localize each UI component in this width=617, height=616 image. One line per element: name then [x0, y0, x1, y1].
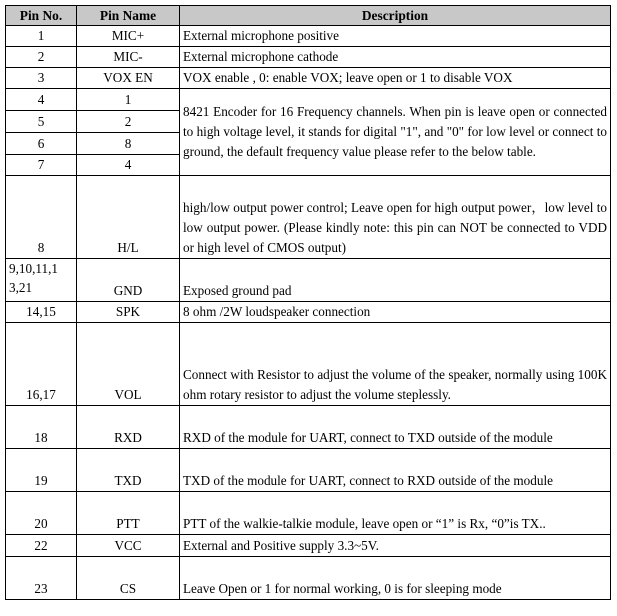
pin-name-cell: 2 [77, 111, 180, 133]
pin-no-cell: 22 [6, 535, 77, 557]
pin-no-cell [6, 259, 77, 302]
pin-no-cell: 8 [6, 176, 77, 259]
pin-no-cell: 4 [6, 89, 77, 111]
table-row [6, 47, 611, 68]
table-row [6, 176, 611, 259]
pin-no-line-1: 9,10,11,1 [9, 261, 58, 276]
description-cell: External and Positive supply 3.3~5V. [180, 535, 611, 557]
pin-name-cell: MIC- [77, 47, 180, 68]
pin-name-cell: RXD [77, 406, 180, 449]
pin-name-cell: GND [77, 259, 180, 302]
pin-name-cell: 1 [77, 89, 180, 111]
encoder-description-cell: 8421 Encoder for 16 Frequency channels. When pin is leave open or connected to high voltage level, it stands for digital "1", and "0" for low level or connect to ground, the default frequency value please refer to the below table. [180, 89, 611, 176]
table-row [6, 406, 611, 449]
pin-no-cell: 3 [6, 68, 77, 89]
table-row [6, 68, 611, 89]
table-row [6, 557, 611, 600]
pin-no-cell: 2 [6, 47, 77, 68]
table-row [6, 323, 611, 406]
pin-name-cell: TXD [77, 449, 180, 492]
table-row [6, 449, 611, 492]
pin-name-cell: PTT [77, 492, 180, 535]
table-row [6, 492, 611, 535]
pin-no-cell: 1 [6, 26, 77, 47]
pin-name-cell: VOL [77, 323, 180, 406]
description-cell: VOX enable , 0: enable VOX; leave open or 1 to disable VOX [180, 68, 611, 89]
header-description: Description [180, 6, 611, 26]
header-pin-name: Pin Name [77, 6, 180, 26]
table-header-row [6, 6, 611, 26]
pin-no-line-2: 3,21 [9, 280, 33, 295]
description-cell: Leave Open or 1 for normal working, 0 is for sleeping mode [180, 557, 611, 600]
pin-name-cell: SPK [77, 302, 180, 323]
description-cell: high/low output power control; Leave open for high output power，low level to low output power. (Please kindly note: this pin can NOT be connected to VDD or high level of CMOS output) [180, 176, 611, 259]
table-row [6, 535, 611, 557]
pin-no-cell: 19 [6, 449, 77, 492]
description-cell: TXD of the module for UART, connect to RXD outside of the module [180, 449, 611, 492]
pin-name-cell: CS [77, 557, 180, 600]
description-cell: PTT of the walkie-talkie module, leave open or “1” is Rx, “0”is TX.. [180, 492, 611, 535]
description-cell: RXD of the module for UART, connect to TXD outside of the module [180, 406, 611, 449]
table-row [6, 302, 611, 323]
pin-no-cell: 16,17 [6, 323, 77, 406]
description-cell: Connect with Resistor to adjust the volume of the speaker, normally using 100K ohm rotary resistor to adjust the volume steplessly. [180, 323, 611, 406]
pin-no-cell: 23 [6, 557, 77, 600]
pin-name-cell: H/L [77, 176, 180, 259]
description-cell: External microphone positive [180, 26, 611, 47]
pin-name-cell: VCC [77, 535, 180, 557]
pin-no-cell: 18 [6, 406, 77, 449]
pin-no-cell: 5 [6, 111, 77, 133]
pin-no-cell: 7 [6, 155, 77, 176]
pin-name-cell: 4 [77, 155, 180, 176]
description-cell: Exposed ground pad [180, 259, 611, 302]
description-cell: 8 ohm /2W loudspeaker connection [180, 302, 611, 323]
table-row [6, 89, 611, 111]
pin-name-cell: VOX EN [77, 68, 180, 89]
pin-name-cell: 8 [77, 133, 180, 155]
table-row [6, 259, 611, 302]
description-cell: External microphone cathode [180, 47, 611, 68]
header-pin-no: Pin No. [6, 6, 77, 26]
table-row [6, 26, 611, 47]
pin-no-cell: 20 [6, 492, 77, 535]
pin-name-cell: MIC+ [77, 26, 180, 47]
pin-description-table [5, 5, 611, 600]
pin-no-cell: 14,15 [6, 302, 77, 323]
pin-no-cell: 6 [6, 133, 77, 155]
